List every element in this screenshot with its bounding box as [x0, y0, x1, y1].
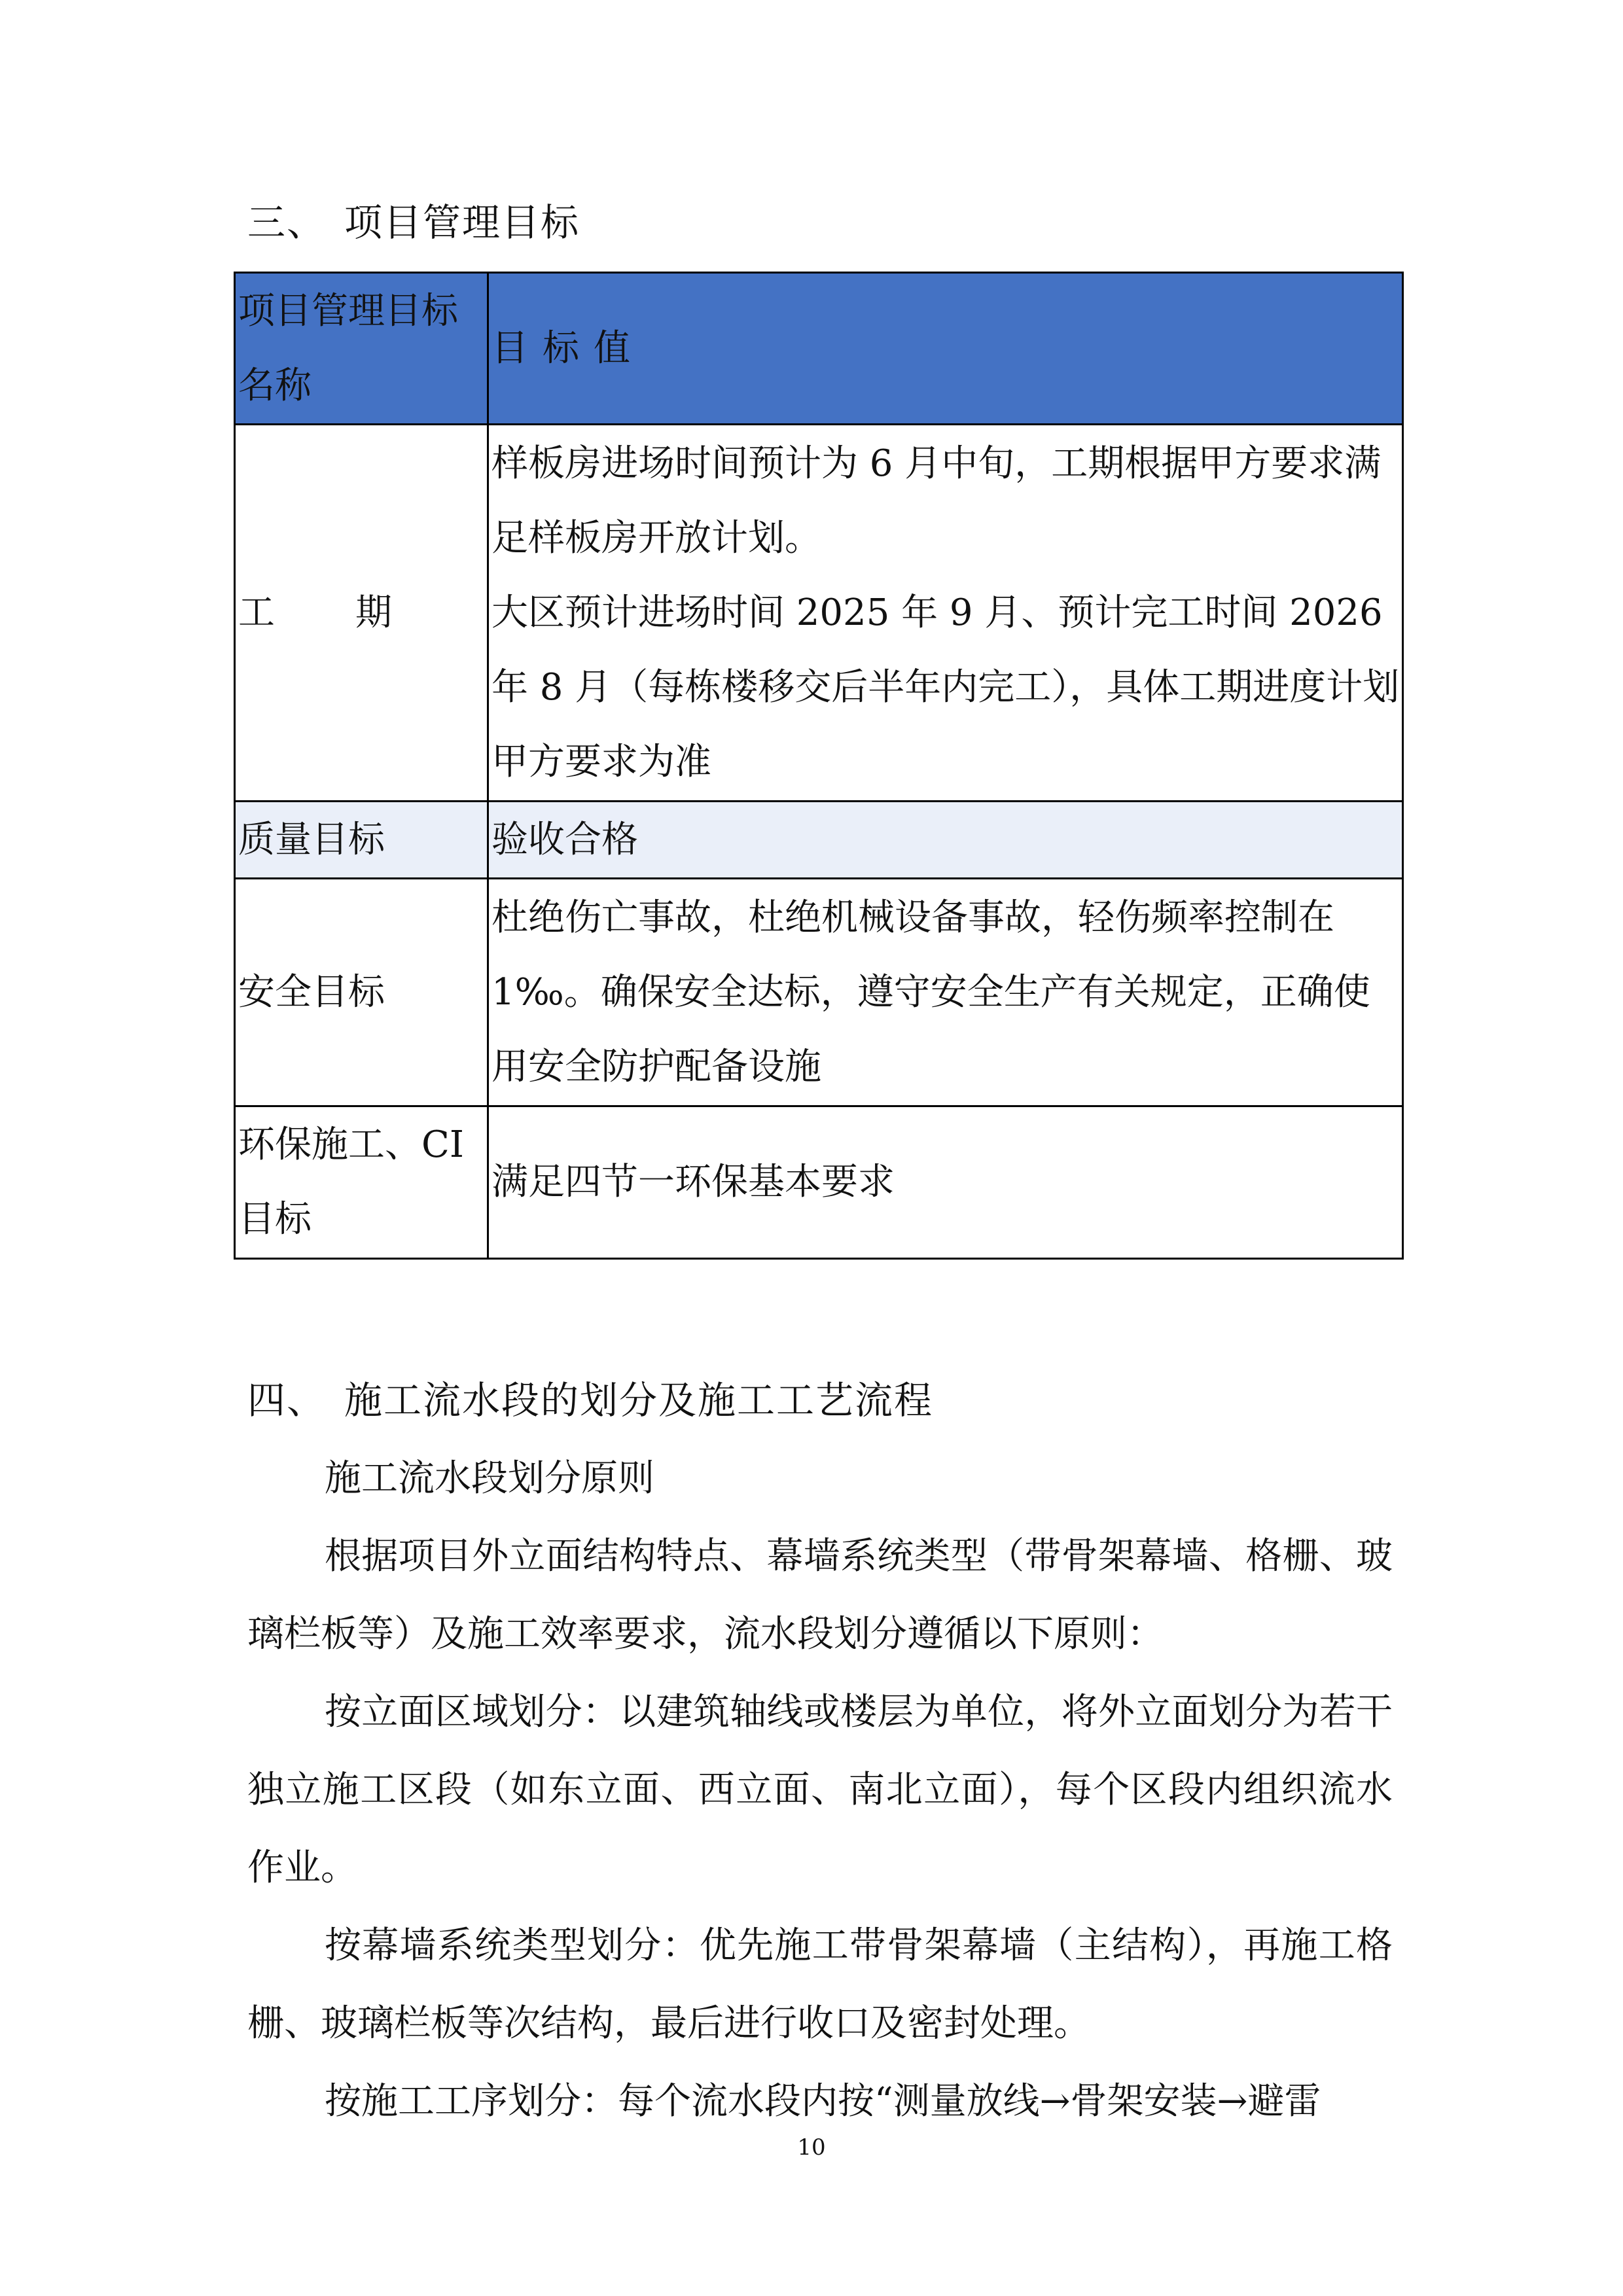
row-label-safety: 安全目标: [235, 879, 488, 1106]
paragraph-by-system-type: 按幕墙系统类型划分：优先施工带骨架幕墙（主结构），再施工格栅、玻璃栏板等次结构，最后进行收口及密封处理。: [247, 1924, 1393, 2045]
section-4-number: 四、: [247, 1378, 327, 1422]
page-number: 10: [797, 2134, 826, 2161]
section-3-title: 项目管理目标: [344, 200, 580, 245]
period-line-1: 样板房进场时间预计为 6 月中旬，工期根据甲方要求满足样板房开放计划。: [491, 442, 1382, 559]
section-3-heading: [247, 196, 580, 249]
section-3-number: 三、: [247, 200, 327, 245]
paragraph-principles: 根据项目外立面结构特点、幕墙系统类型（带骨架幕墙、格栅、玻璃栏板等）及施工效率要求，流水段划分遵循以下原则：: [247, 1535, 1393, 1655]
row-label-environment: 环保施工、CI 目标: [235, 1106, 488, 1259]
table-row: [235, 1106, 1403, 1259]
row-label-period: [235, 425, 488, 802]
table-row: [235, 879, 1403, 1106]
paragraph-by-process: 按施工工序划分：每个流水段内按“测量放线→骨架安装→避雷: [325, 2080, 1321, 2123]
period-label-char-1: 工: [238, 591, 275, 634]
period-line-2: 大区预计进场时间 2025 年 9 月、预计完工时间 2026 年 8 月（每栋楼移交后半年内完工），具体工期进度计划甲方要求为准: [491, 591, 1400, 783]
header-goal-name: 项目管理目标名称: [235, 273, 488, 425]
section-4-title: 施工流水段的划分及施工工艺流程: [344, 1378, 934, 1422]
header-goal-value: 目标值: [488, 273, 1403, 425]
row-value-safety: 杜绝伤亡事故，杜绝机械设备事故，轻伤频率控制在 1‰。确保安全达标，遵守安全生产有关规定，正确使用安全防护配备设施: [488, 879, 1403, 1106]
table-row: [235, 425, 1403, 802]
section-4-heading: [247, 1374, 933, 1426]
row-label-quality: 质量目标: [235, 802, 488, 879]
row-value-quality: 验收合格: [488, 802, 1403, 879]
management-goals-table: [234, 272, 1404, 1260]
period-label-char-2: 期: [355, 591, 392, 634]
row-value-environment: 满足四节一环保基本要求: [488, 1106, 1403, 1259]
subsection-title: 施工流水段划分原则: [325, 1457, 654, 1500]
paragraph-by-facade: 按立面区域划分：以建筑轴线或楼层为单位，将外立面划分为若干独立施工区段（如东立面、西立面、南北立面），每个区段内组织流水作业。: [247, 1691, 1393, 1889]
table-header-row: [235, 273, 1403, 425]
table-row: [235, 802, 1403, 879]
row-value-period: [488, 425, 1403, 802]
